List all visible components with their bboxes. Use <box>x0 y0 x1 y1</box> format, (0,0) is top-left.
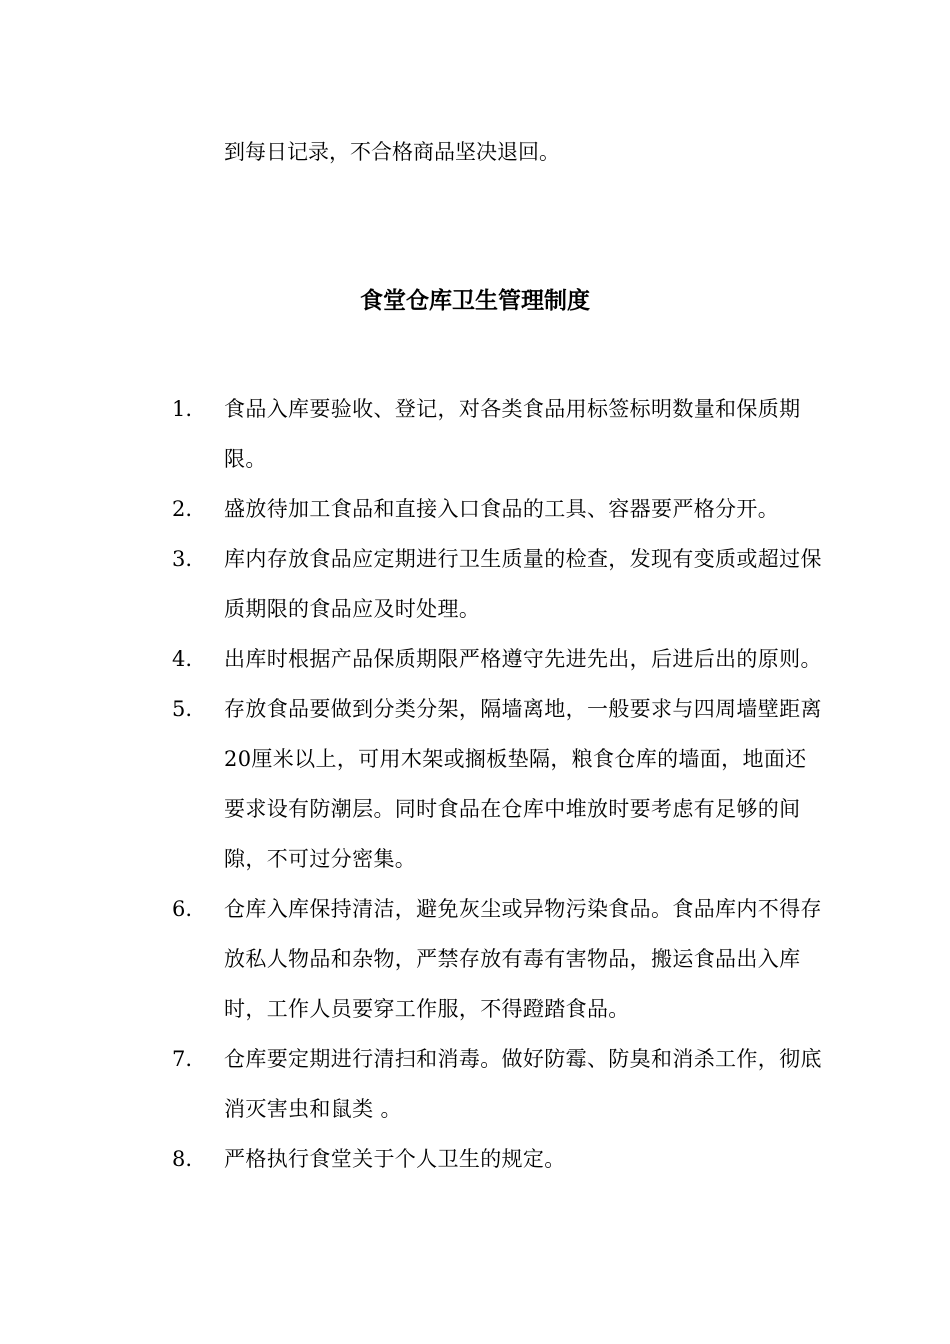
item-number: 1. <box>172 397 193 421</box>
item-number: 7. <box>172 1047 193 1071</box>
list-item-8 <box>0 1134 824 1184</box>
item-number: 3. <box>172 547 193 571</box>
item-number: 4. <box>172 647 193 671</box>
list-item-1 <box>0 384 824 484</box>
document-title: 食堂仓库卫生管理制度 <box>360 288 590 314</box>
continuation-paragraph: 到每日记录，不合格商品坚决退回。 <box>224 140 560 164</box>
item-text: 严格执行食堂关于个人卫生的规定。 <box>224 1147 566 1171</box>
list-item-6 <box>0 884 824 1034</box>
item-text: 出库时根据产品保质期限严格遵守先进先出，后进后出的原则。 <box>224 647 822 671</box>
rules-list <box>0 384 950 1184</box>
list-item-2 <box>0 484 824 534</box>
item-text: 存放食品要做到分类分架，隔墙离地，一般要求与四周墙壁距离20厘米以上，可用木架或搁板垫隔，粮食仓库的墙面，地面还要求设有防潮层。同时食品在仓库中堆放时要考虑有足够的间隙，不可过分密集。 <box>224 697 822 871</box>
item-number: 6. <box>172 897 193 921</box>
list-item-5 <box>0 684 824 884</box>
list-item-4 <box>0 634 824 684</box>
list-item-3 <box>0 534 824 634</box>
item-number: 8. <box>172 1147 193 1171</box>
list-item-7 <box>0 1034 824 1134</box>
item-text: 盛放待加工食品和直接入口食品的工具、容器要严格分开。 <box>224 497 780 521</box>
item-text: 食品入库要验收、登记，对各类食品用标签标明数量和保质期限。 <box>224 397 801 471</box>
item-number: 5. <box>172 697 193 721</box>
item-text: 仓库要定期进行清扫和消毒。做好防霉、防臭和消杀工作，彻底消灭害虫和鼠类 。 <box>224 1047 822 1121</box>
item-text: 仓库入库保持清洁，避免灰尘或异物污染食品。食品库内不得存放私人物品和杂物，严禁存放有毒有害物品，搬运食品出入库时，工作人员要穿工作服，不得蹬踏食品。 <box>224 897 822 1021</box>
item-number: 2. <box>172 497 193 521</box>
item-text: 库内存放食品应定期进行卫生质量的检查，发现有变质或超过保质期限的食品应及时处理。 <box>224 547 822 621</box>
